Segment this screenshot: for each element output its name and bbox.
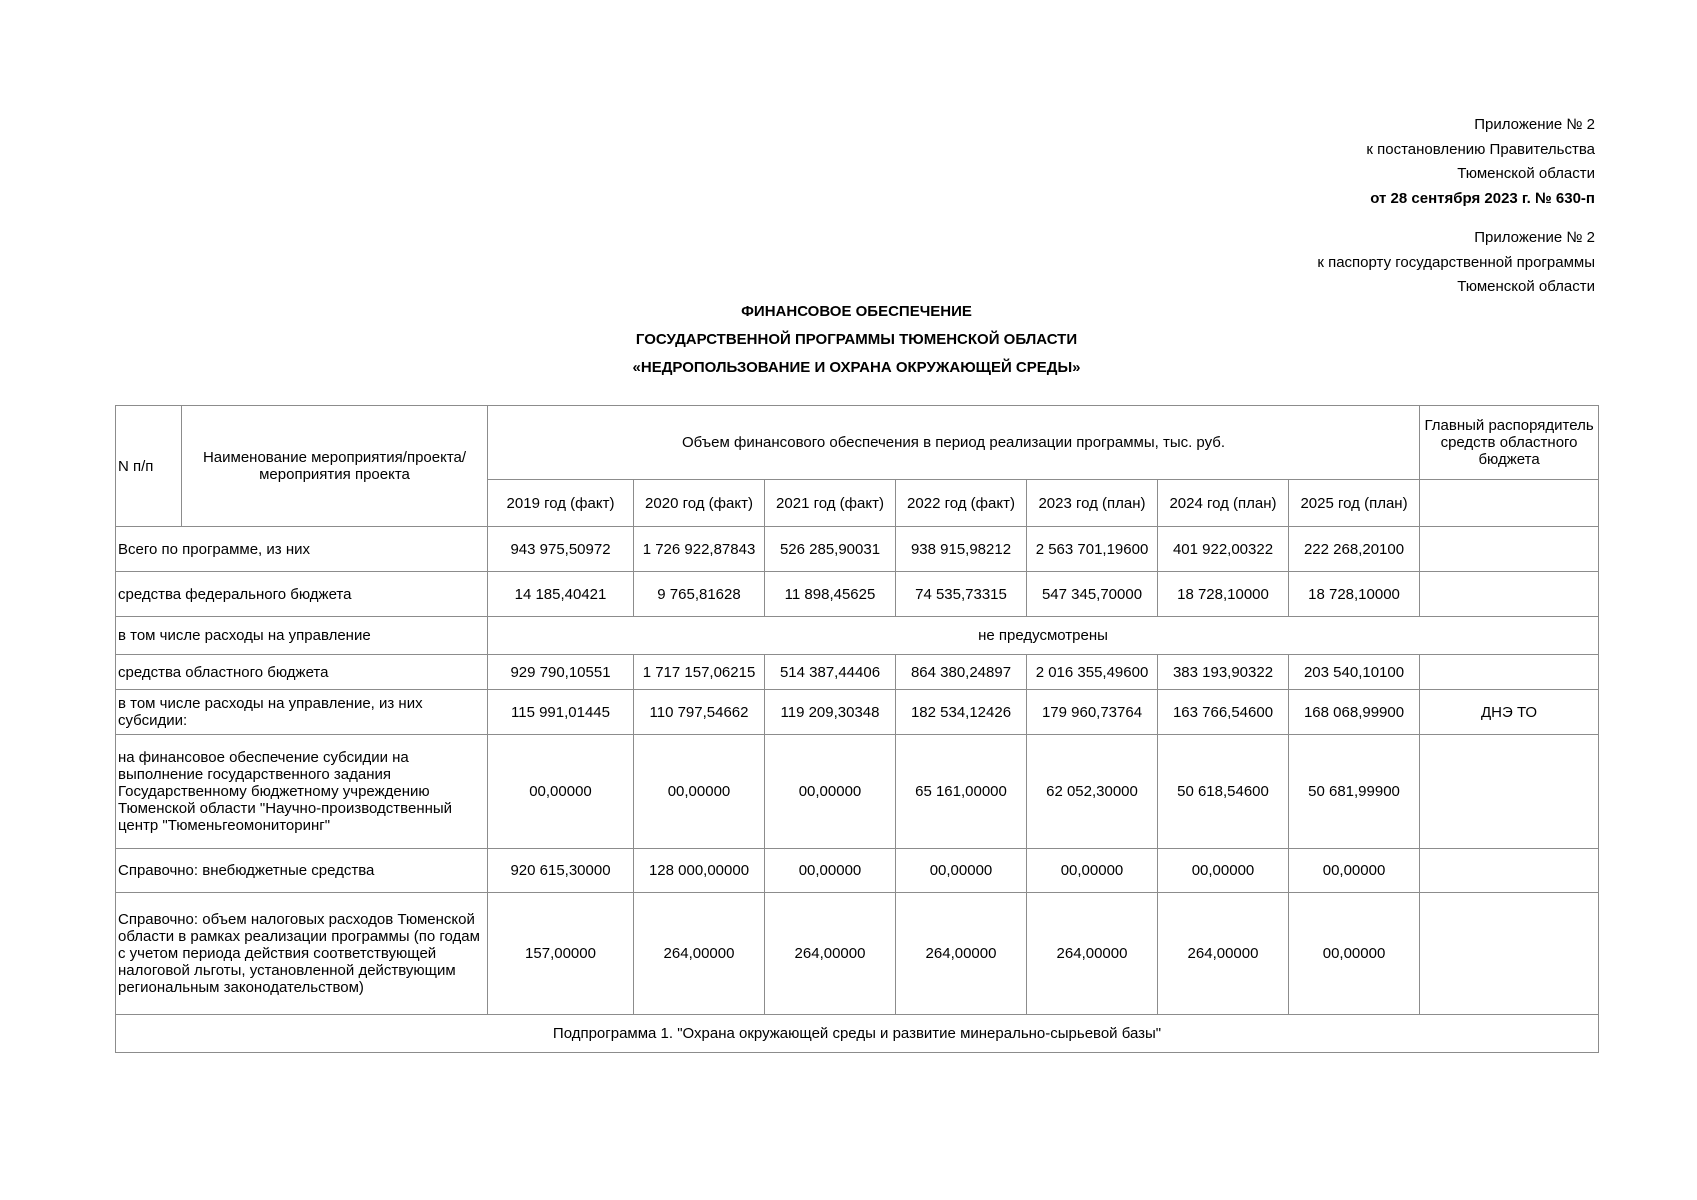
row-value: 62 052,30000 (1027, 735, 1158, 849)
header-year: 2019 год (факт) (488, 480, 634, 527)
row-value: 00,00000 (896, 849, 1027, 893)
row-value: 179 960,73764 (1027, 690, 1158, 735)
row-value: 157,00000 (488, 893, 634, 1015)
row-value: 00,00000 (634, 735, 765, 849)
attachment-passport-line: к паспорту государственной программы (1317, 253, 1595, 271)
title-line-3: «НЕДРОПОЛЬЗОВАНИЕ И ОХРАНА ОКРУЖАЮЩЕЙ СРЕДЫ» (632, 359, 1081, 376)
row-value: 920 615,30000 (488, 849, 634, 893)
row-value: 50 681,99900 (1289, 735, 1420, 849)
attachment-passport (1317, 226, 1595, 300)
row-label: в том числе расходы на управление (116, 617, 488, 655)
header-year: 2025 год (план) (1289, 480, 1420, 527)
row-value: 401 922,00322 (1158, 527, 1289, 572)
row-value: 74 535,73315 (896, 572, 1027, 617)
row-value: 65 161,00000 (896, 735, 1027, 849)
row-value: 18 728,10000 (1158, 572, 1289, 617)
row-manager (1420, 849, 1599, 893)
row-value: 264,00000 (1027, 893, 1158, 1015)
row-value: 50 618,54600 (1158, 735, 1289, 849)
row-manager (1420, 735, 1599, 849)
row-label: в том числе расходы на управление, из них субсидии: (116, 690, 488, 735)
row-value: 2 016 355,49600 (1027, 655, 1158, 690)
row-value: 00,00000 (765, 849, 896, 893)
table-row (116, 655, 1599, 690)
row-value: 00,00000 (488, 735, 634, 849)
header-year: 2021 год (факт) (765, 480, 896, 527)
row-value: 119 209,30348 (765, 690, 896, 735)
row-value: 110 797,54662 (634, 690, 765, 735)
row-value: 547 345,70000 (1027, 572, 1158, 617)
row-label: Справочно: внебюджетные средства (116, 849, 488, 893)
header-volume: Объем финансового обеспечения в период реализации программы, тыс. руб. (488, 406, 1420, 480)
subprogram-title: Подпрограмма 1. "Охрана окружающей среды и развитие минерально-сырьевой базы" (116, 1015, 1599, 1053)
row-value: 11 898,45625 (765, 572, 896, 617)
attachment-resolution (1366, 113, 1595, 211)
row-value: 938 915,98212 (896, 527, 1027, 572)
row-value: 128 000,00000 (634, 849, 765, 893)
row-value: 00,00000 (1027, 849, 1158, 893)
row-value: 864 380,24897 (896, 655, 1027, 690)
subprogram-row (116, 1015, 1599, 1053)
row-value: 222 268,20100 (1289, 527, 1420, 572)
table-row (116, 735, 1599, 849)
attachment-resolution-line: Приложение № 2 (1474, 116, 1595, 133)
row-value: 943 975,50972 (488, 527, 634, 572)
row-value: 526 285,90031 (765, 527, 896, 572)
row-value: 514 387,44406 (765, 655, 896, 690)
header-row (116, 406, 1599, 480)
row-value: 168 068,99900 (1289, 690, 1420, 735)
row-label: Всего по программе, из них (116, 527, 488, 572)
attachment-passport-line: Тюменской области (1457, 278, 1595, 295)
row-value: 00,00000 (765, 735, 896, 849)
row-note: не предусмотрены (488, 617, 1599, 655)
table-row (116, 893, 1599, 1015)
row-value: 929 790,10551 (488, 655, 634, 690)
header-name: Наименование мероприятия/проекта/мероприятия проекта (182, 406, 488, 527)
row-value: 115 991,01445 (488, 690, 634, 735)
header-manager: Главный распорядитель средств областного бюджета (1420, 406, 1599, 480)
resolution-date: от 28 сентября 2023 г. № 630-п (1370, 189, 1595, 207)
header-year: 2022 год (факт) (896, 480, 1027, 527)
row-value: 14 185,40421 (488, 572, 634, 617)
row-manager: ДНЭ ТО (1420, 690, 1599, 735)
attachment-resolution-line: к постановлению Правительства (1366, 140, 1595, 158)
financing-table (115, 405, 1599, 1053)
attachment-passport-line: Приложение № 2 (1474, 229, 1595, 246)
row-value: 18 728,10000 (1289, 572, 1420, 617)
table-row (116, 527, 1599, 572)
header-num: N п/п (116, 406, 182, 527)
row-value: 264,00000 (1158, 893, 1289, 1015)
row-manager (1420, 893, 1599, 1015)
row-value: 2 563 701,19600 (1027, 527, 1158, 572)
row-label: средства федерального бюджета (116, 572, 488, 617)
table-row (116, 617, 1599, 655)
row-value: 00,00000 (1289, 849, 1420, 893)
header-year: 2024 год (план) (1158, 480, 1289, 527)
row-value: 1 726 922,87843 (634, 527, 765, 572)
row-value: 9 765,81628 (634, 572, 765, 617)
row-value: 182 534,12426 (896, 690, 1027, 735)
document-title (115, 298, 1598, 382)
row-value: 1 717 157,06215 (634, 655, 765, 690)
row-manager (1420, 655, 1599, 690)
row-value: 203 540,10100 (1289, 655, 1420, 690)
title-line-2: ГОСУДАРСТВЕННОЙ ПРОГРАММЫ ТЮМЕНСКОЙ ОБЛАСТИ (635, 331, 1078, 348)
row-label: Справочно: объем налоговых расходов Тюменской области в рамках реализации программы (по годам с учетом периода действия соответствующей налоговой льготы, установленной действующим региональным законодательством) (116, 893, 488, 1015)
row-label: на финансовое обеспечение субсидии на выполнение государственного задания Государственному бюджетному учреждению Тюменской области "Научно-производственный центр "Тюменьгеомониторинг" (116, 735, 488, 849)
row-manager (1420, 527, 1599, 572)
table-row (116, 690, 1599, 735)
table-row (116, 572, 1599, 617)
header-year: 2023 год (план) (1027, 480, 1158, 527)
row-value: 264,00000 (765, 893, 896, 1015)
attachment-resolution-line: Тюменской области (1457, 165, 1595, 182)
row-value: 264,00000 (896, 893, 1027, 1015)
row-manager (1420, 572, 1599, 617)
table-row (116, 849, 1599, 893)
header-manager-empty (1420, 480, 1599, 527)
row-value: 383 193,90322 (1158, 655, 1289, 690)
row-value: 00,00000 (1289, 893, 1420, 1015)
row-value: 00,00000 (1158, 849, 1289, 893)
header-year: 2020 год (факт) (634, 480, 765, 527)
row-label: средства областного бюджета (116, 655, 488, 690)
row-value: 163 766,54600 (1158, 690, 1289, 735)
title-line-1: ФИНАНСОВОЕ ОБЕСПЕЧЕНИЕ (741, 303, 972, 320)
row-value: 264,00000 (634, 893, 765, 1015)
